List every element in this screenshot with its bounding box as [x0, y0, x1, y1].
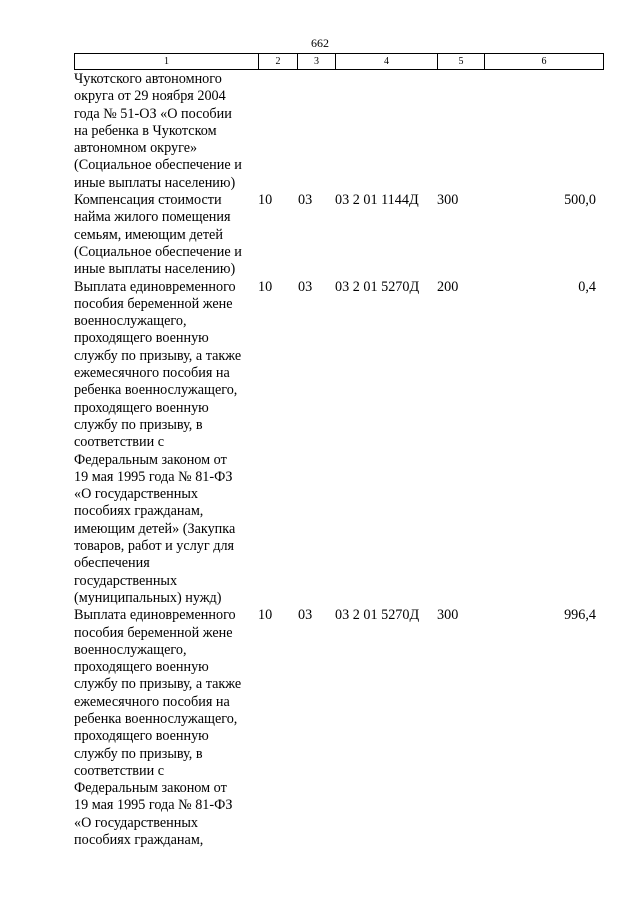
row-expense-type: 300 [437, 192, 459, 209]
row-amount: 996,4 [564, 607, 596, 624]
row-amount: 0,4 [578, 278, 596, 295]
row-target-article: 03 2 01 5270Д [335, 607, 420, 624]
table-row [74, 607, 604, 849]
row-amount: 500,0 [564, 192, 596, 209]
table-row [74, 192, 604, 278]
row-description: Выплата единовременного пособия беременной жене военнослужащего, проходящего военную службу по призыву, а также ежемесячного пособия на ребенка военнослужащего, проходящего военную службу по призыву, в соответствии с Федеральным законом от 19 мая 1995 года № 81-ФЗ «О государственных пособиях гражданам, [74, 607, 242, 849]
row-subsection-code: 03 [298, 192, 313, 209]
table-row [74, 279, 604, 608]
column-header-row [74, 53, 604, 70]
row-expense-type: 300 [437, 607, 459, 624]
row-section-code: 10 [258, 192, 273, 209]
column-header-6: 6 [541, 56, 547, 67]
row-section-code: 10 [258, 607, 273, 624]
column-header-4: 4 [336, 54, 438, 69]
row-section-code: 10 [258, 278, 273, 295]
row-expense-type: 200 [437, 278, 459, 295]
budget-table-body [74, 71, 604, 849]
row-target-article: 03 2 01 5270Д [335, 278, 420, 295]
row-description: Компенсация стоимости найма жилого помещения семьям, имеющим детей (Социальное обеспечение и иные выплаты населению) [74, 192, 242, 278]
column-header-3: 3 [298, 54, 336, 69]
row-description: Выплата единовременного пособия беременной жене военнослужащего, проходящего военную службу по призыву, а также ежемесячного пособия на ребенка военнослужащего, проходящего военную службу по призыву, в соответствии с Федеральным законом от 19 мая 1995 года № 81-ФЗ «О государственных пособиях гражданам, имеющим детей» (Закупка товаров, работ и услуг для обеспечения государственных (муниципальных) нужд) [74, 278, 242, 606]
row-description: Чукотского автономного округа от 29 ноября 2004 года № 51-ОЗ «О пособии на ребенка в Чукотском автономном округе» (Социальное обеспечение и иные выплаты населению) [74, 71, 242, 191]
row-target-article: 03 2 01 1144Д [335, 192, 419, 209]
column-header-2: 2 [259, 54, 298, 69]
page-number: 662 [311, 36, 329, 50]
table-row [74, 71, 604, 192]
column-header-5: 5 [438, 54, 485, 69]
row-subsection-code: 03 [298, 278, 313, 295]
row-subsection-code: 03 [298, 607, 313, 624]
column-header-1: 1 [75, 54, 259, 69]
